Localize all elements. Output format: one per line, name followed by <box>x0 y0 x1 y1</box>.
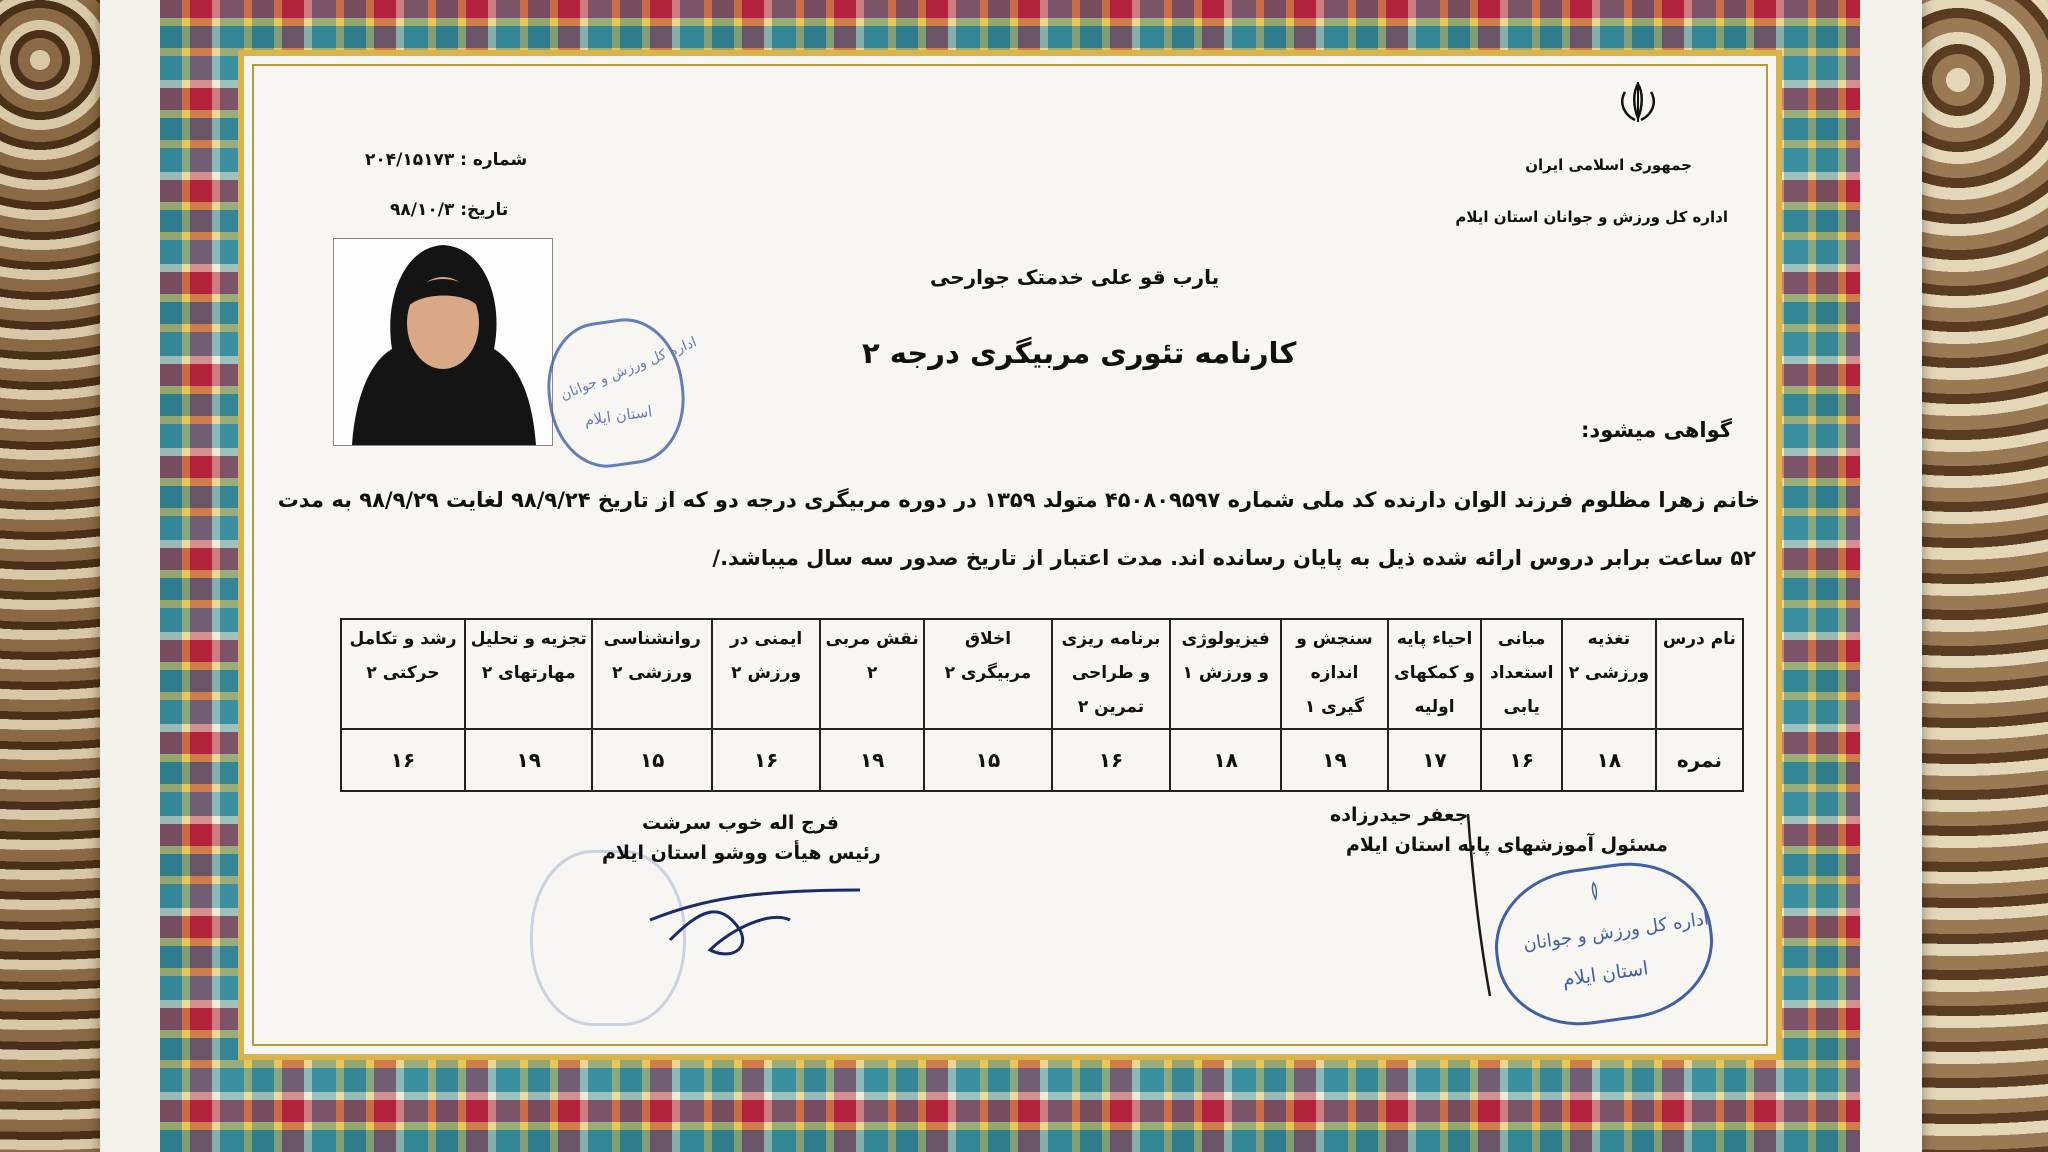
office-label: اداره کل ورزش و جوانان استان ایلام <box>1455 208 1728 226</box>
table-grade-cell: ۱۵ <box>592 729 711 791</box>
letter-date: تاریخ: ۹۸/۱۰/۳ <box>390 200 509 220</box>
stamp-bottom-line2: استان ایلام <box>1561 957 1650 992</box>
certificate-title: کارنامه تئوری مربیگری درجه ۲ <box>862 336 1297 370</box>
table-header-cell: مبانی استعداد یابی <box>1481 619 1562 729</box>
republic-label: جمهوری اسلامی ایران <box>1525 156 1692 174</box>
left-signatory-role: رئیس هیأت ووشو استان ایلام <box>602 842 881 864</box>
left-signatory-name: فرج اله خوب سرشت <box>642 812 839 834</box>
right-signature-stroke <box>1460 810 1500 1000</box>
prayer-line: یارب قو علی خدمتک جوارحی <box>930 265 1220 289</box>
table-grade-cell: ۱۹ <box>465 729 593 791</box>
table-grade-cell: ۱۷ <box>1388 729 1482 791</box>
portrait-image <box>334 239 552 445</box>
certify-label: گواهی میشود: <box>1581 418 1732 442</box>
body-text-line-1: خانم زهرا مظلوم فرزند الوان دارنده کد ملی شماره ۴۵۰۸۰۹۵۹۷ متولد ۱۳۵۹ در دوره مربیگری درجه دو که از تاریخ ۹۸/۹/۲۴ لغایت ۹۸/۹/۲۹ به مدت <box>277 488 1760 512</box>
table-header-cell: ایمنی در ورزش ۲ <box>712 619 820 729</box>
iran-emblem-icon <box>1613 78 1663 128</box>
table-header-row <box>341 619 1743 729</box>
letter-number: شماره : ۲۰۴/۱۵۱۷۳ <box>365 150 528 170</box>
table-header-cell: نام درس <box>1656 619 1743 729</box>
applicant-photo <box>333 238 553 446</box>
right-signatory-name: جعفر حیدرزاده <box>1330 804 1469 826</box>
table-grade-cell: نمره <box>1656 729 1743 791</box>
table-grade-cell: ۱۹ <box>1281 729 1387 791</box>
right-signatory-role: مسئول آموزشهای پایه استان ایلام <box>1346 834 1668 856</box>
stamp-top-line2: استان ایلام <box>583 402 654 430</box>
table-header-cell: نقش مربی ۲ <box>820 619 924 729</box>
grades-table <box>340 618 1744 792</box>
table-header-cell: تغذیه ورزشی ۲ <box>1562 619 1656 729</box>
table-header-cell: سنجش و اندازه گیری ۱ <box>1281 619 1387 729</box>
stamp-top-line1: اداره کل ورزش و جوانان <box>558 334 700 404</box>
table-grade-cell: ۱۸ <box>1170 729 1281 791</box>
stamp-emblem-icon <box>1581 878 1608 905</box>
table-header-cell: تجزیه و تحلیل مهارتهای ۲ <box>465 619 593 729</box>
table-header-cell: احیاء پایه و کمکهای اولیه <box>1388 619 1482 729</box>
table-header-cell: رشد و تکامل حرکتی ۲ <box>341 619 465 729</box>
stamp-bottom-line1: اداره کل ورزش و جوانان <box>1521 908 1711 956</box>
table-grade-cell: ۱۹ <box>820 729 924 791</box>
body-text-line-2: ۵۲ ساعت برابر دروس ارائه شده ذیل به پایان رسانده اند. مدت اعتبار از تاریخ صدور سه سال میباشد./ <box>712 546 1756 570</box>
table-grade-cell: ۱۸ <box>1562 729 1656 791</box>
table-header-cell: فیزیولوژی و ورزش ۱ <box>1170 619 1281 729</box>
table-grade-cell: ۱۵ <box>924 729 1052 791</box>
table-grade-cell: ۱۶ <box>341 729 465 791</box>
table-grade-row <box>341 729 1743 791</box>
table-header-cell: اخلاق مربیگری ۲ <box>924 619 1052 729</box>
table-header-cell: برنامه ریزی و طراحی تمرین ۲ <box>1052 619 1170 729</box>
left-signature-scribble <box>640 870 880 970</box>
table-grade-cell: ۱۶ <box>712 729 820 791</box>
table-grade-cell: ۱۶ <box>1481 729 1562 791</box>
table-grade-cell: ۱۶ <box>1052 729 1170 791</box>
table-header-cell: روانشناسی ورزشی ۲ <box>592 619 711 729</box>
carpet-left-edge <box>0 0 110 1152</box>
